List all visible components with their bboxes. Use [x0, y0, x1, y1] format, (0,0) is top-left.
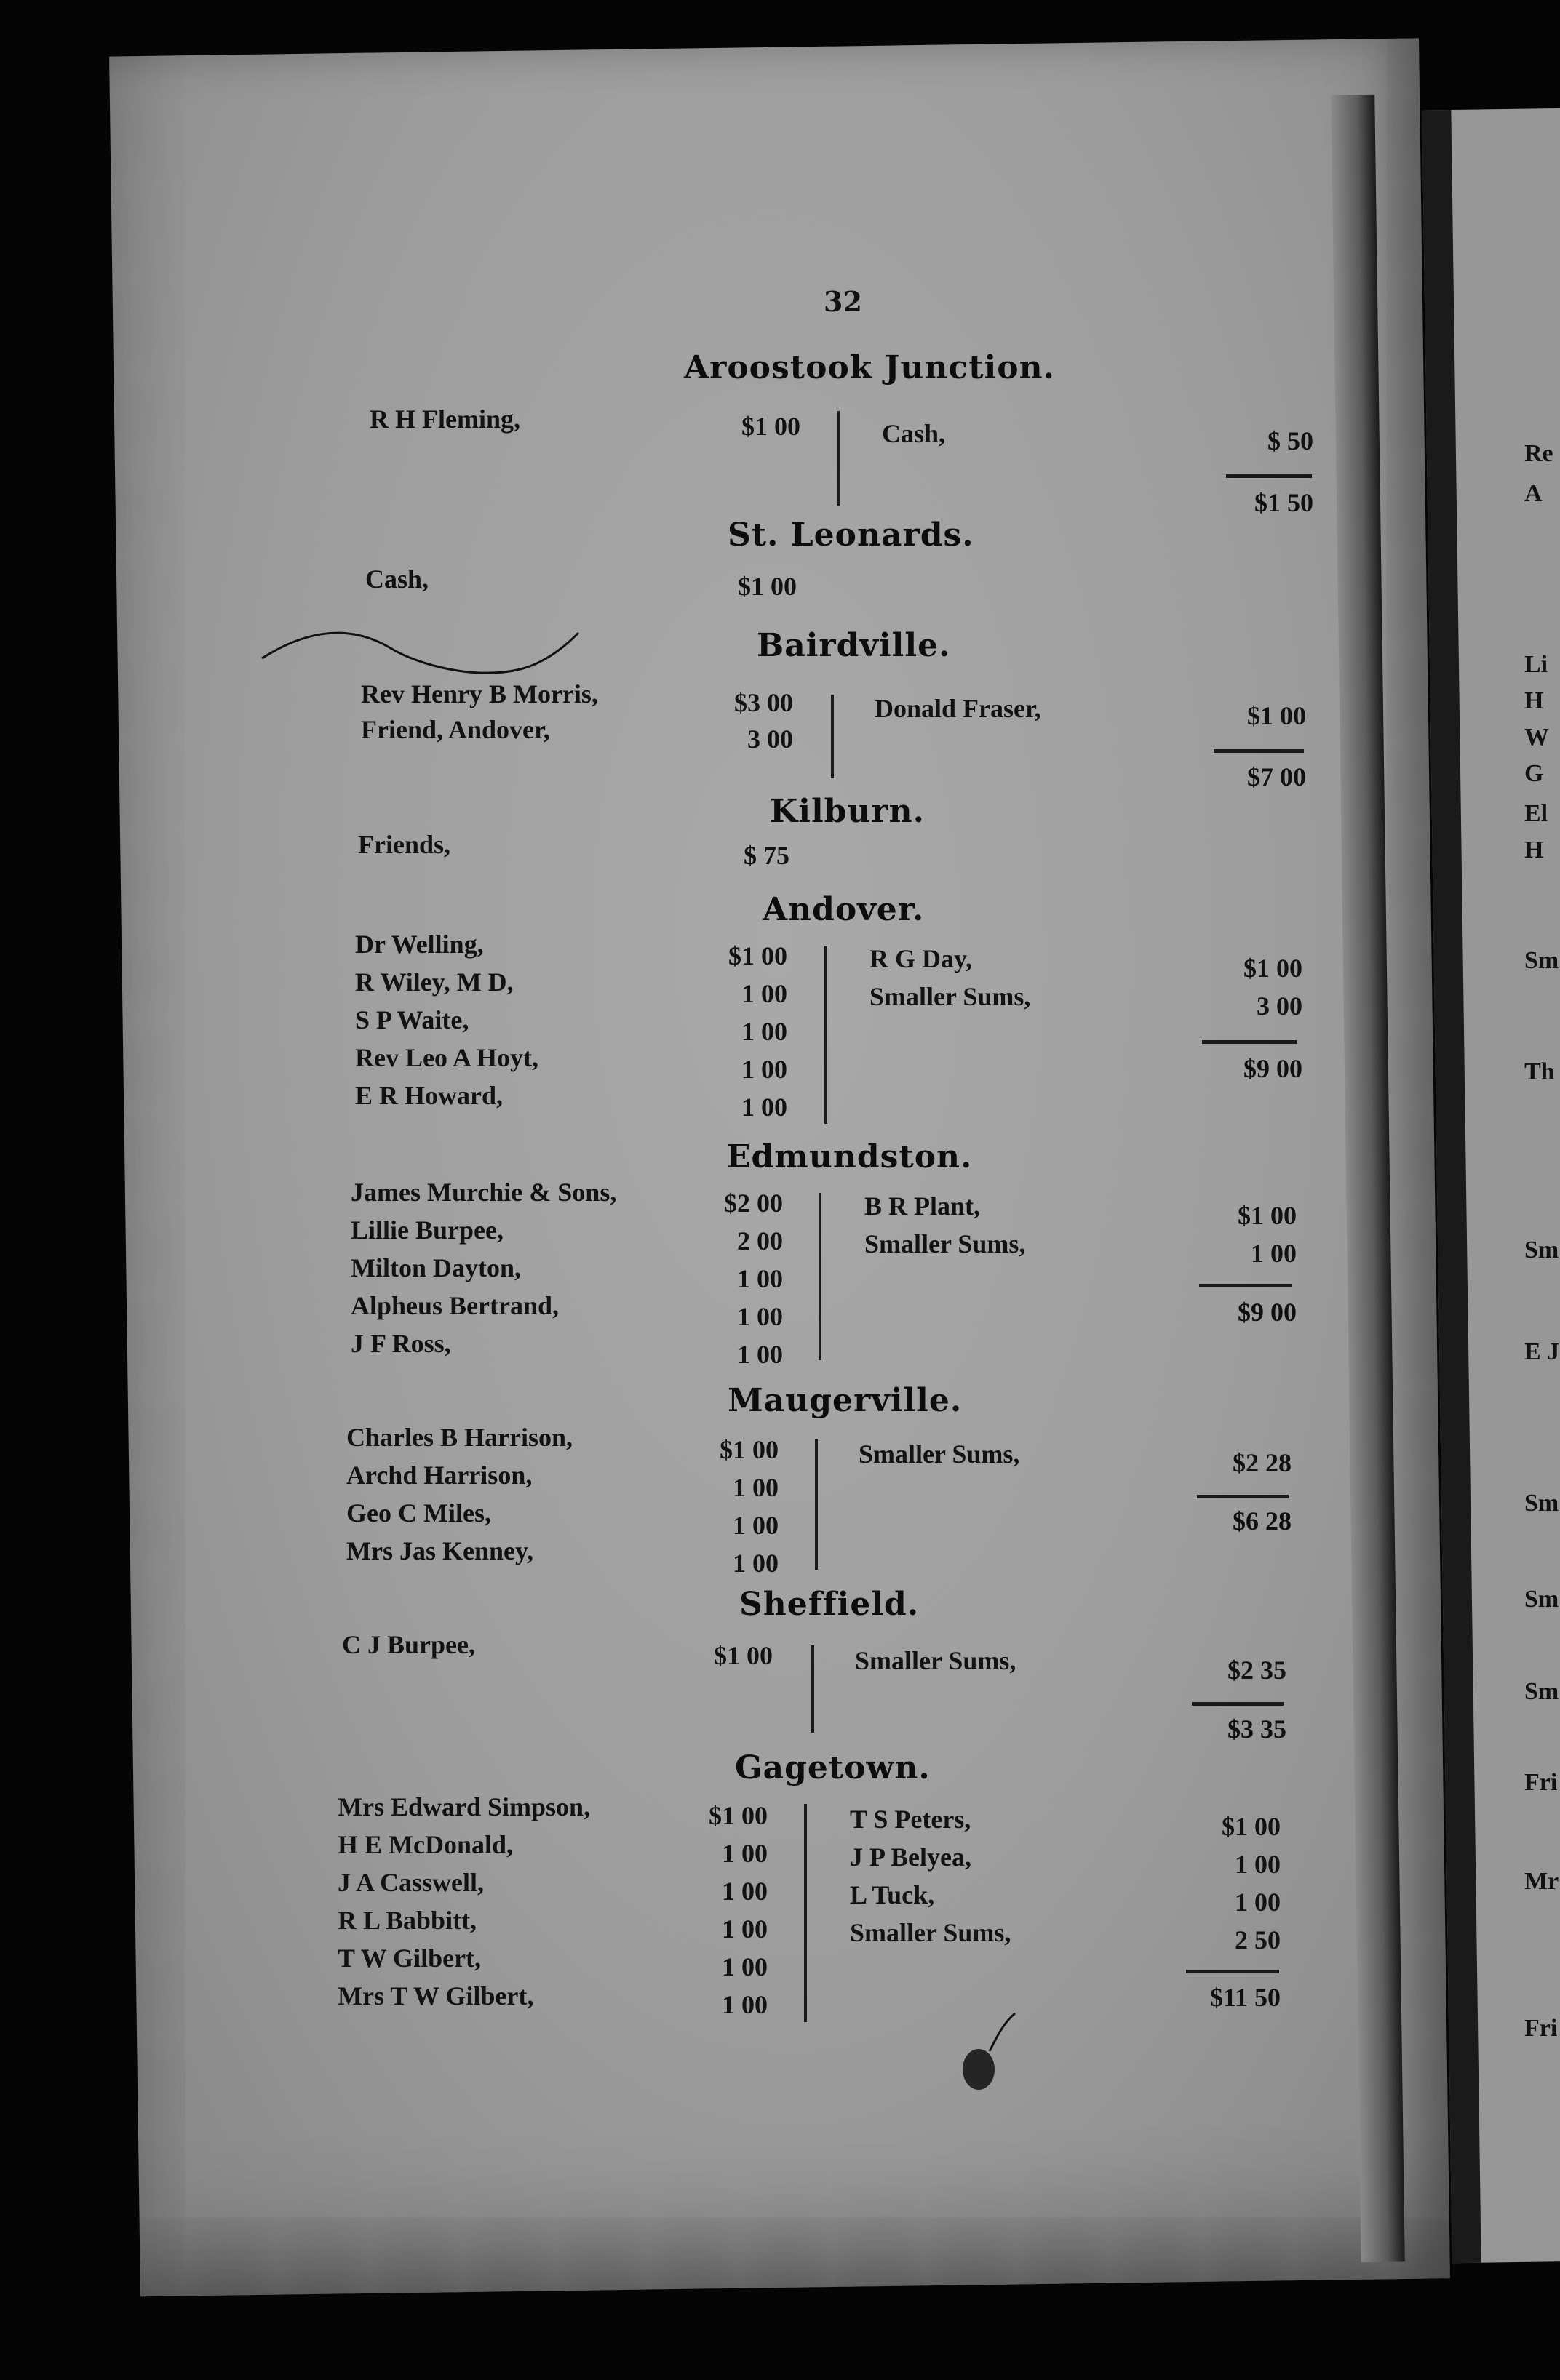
section-total: $9 00: [1243, 1054, 1302, 1083]
donor-name: B R Plant,: [864, 1191, 981, 1221]
facing-page-fragment: H: [1524, 836, 1544, 863]
total-rule: [1199, 1284, 1292, 1287]
section-title-bairdville: Bairdville.: [757, 627, 951, 664]
section-title-sheffield: Sheffield.: [739, 1586, 920, 1623]
facing-page-fragment: Mr: [1524, 1868, 1559, 1895]
donor-amount: 1 00: [1235, 1850, 1281, 1879]
donor-amount: 1 00: [733, 1549, 779, 1578]
donor-name: R G Day,: [869, 944, 973, 973]
column-divider: [824, 946, 827, 1124]
section-title-st-leonards: St. Leonards.: [728, 516, 974, 554]
donor-name: Smaller Sums,: [864, 1229, 1026, 1258]
donor-amount: $1 00: [714, 1641, 773, 1670]
column-divider: [837, 411, 840, 506]
donor-amount: $1 00: [1247, 701, 1306, 730]
donor-name: S P Waite,: [355, 1005, 469, 1034]
total-rule: [1192, 1702, 1284, 1706]
donor-name: James Murchie & Sons,: [351, 1178, 617, 1207]
donor-name: Cash,: [365, 564, 429, 594]
donor-name: T S Peters,: [850, 1805, 971, 1834]
facing-page-fragment: W: [1524, 724, 1549, 751]
donor-name: H E McDonald,: [338, 1830, 514, 1859]
column-divider: [815, 1439, 818, 1570]
donor-amount: 1 00: [1235, 1888, 1281, 1917]
column-divider: [804, 1804, 807, 2022]
donor-amount: 1 00: [741, 1017, 787, 1046]
donor-amount: 1 00: [737, 1340, 783, 1369]
donor-name: Smaller Sums,: [850, 1918, 1011, 1947]
donor-name: J A Casswell,: [338, 1868, 485, 1897]
section-title-edmundston: Edmundston.: [726, 1138, 973, 1175]
column-divider: [811, 1645, 814, 1733]
donor-name: Rev Leo A Hoyt,: [355, 1043, 538, 1072]
donor-amount: $2 35: [1227, 1656, 1286, 1685]
total-rule: [1202, 1040, 1297, 1044]
facing-page-fragment: Li: [1524, 651, 1548, 678]
donor-amount: 1 00: [722, 1914, 768, 1944]
donor-name: J F Ross,: [351, 1329, 451, 1358]
donor-amount: $1 00: [741, 412, 800, 441]
donor-amount: 1 00: [733, 1473, 779, 1502]
section-title-andover: Andover.: [763, 891, 925, 928]
facing-page-fragment: A: [1524, 480, 1543, 507]
donor-name: Cash,: [882, 419, 946, 448]
facing-page-fragment: H: [1524, 687, 1544, 714]
donor-amount: 1 00: [733, 1511, 779, 1540]
facing-page-fragment: Sm: [1524, 1490, 1559, 1517]
donor-amount: $ 75: [744, 841, 789, 870]
total-rule: [1186, 1970, 1279, 1973]
donor-name: Friend, Andover,: [361, 715, 550, 744]
section-total: $11 50: [1209, 1983, 1281, 2012]
facing-page-fragment: Fri: [1524, 1769, 1558, 1796]
section-total: $3 35: [1227, 1714, 1286, 1744]
donor-name: C J Burpee,: [342, 1630, 475, 1659]
donor-name: Donald Fraser,: [875, 694, 1041, 723]
donor-name: Archd Harrison,: [346, 1461, 533, 1490]
donor-amount: 1 00: [1251, 1239, 1297, 1268]
donor-amount: $1 00: [720, 1435, 779, 1464]
donor-name: J P Belyea,: [850, 1842, 971, 1872]
donor-name: Friends,: [358, 830, 451, 859]
total-rule: [1214, 749, 1304, 753]
donor-name: Mrs Jas Kenney,: [346, 1536, 533, 1565]
donor-name: R L Babbitt,: [338, 1906, 477, 1935]
column-divider: [831, 695, 834, 778]
section-total: $1 50: [1254, 488, 1313, 517]
donor-name: T W Gilbert,: [338, 1944, 482, 1973]
facing-page-fragment: Sm: [1524, 947, 1559, 974]
donor-amount: 1 00: [722, 1839, 768, 1868]
donor-amount: $1 00: [1243, 954, 1302, 983]
donor-amount: $1 00: [709, 1801, 768, 1830]
donor-amount: 2 50: [1235, 1925, 1281, 1954]
facing-page-fragment: Sm: [1524, 1586, 1559, 1613]
donor-name: Charles B Harrison,: [346, 1423, 573, 1452]
section-title-aroostook-junction: Aroostook Junction.: [684, 349, 1055, 386]
page-number: 32: [824, 285, 862, 318]
ink-blot: [946, 2008, 1033, 2102]
donor-amount: $3 00: [734, 688, 793, 717]
donor-amount: $1 00: [738, 572, 797, 601]
donor-amount: 1 00: [737, 1302, 783, 1331]
facing-page-fragment: Re: [1524, 440, 1553, 467]
donor-amount: 1 00: [741, 1055, 787, 1084]
donor-amount: 3 00: [747, 724, 793, 754]
donor-amount: 1 00: [741, 1093, 787, 1122]
donor-name: Smaller Sums,: [859, 1439, 1020, 1469]
facing-page-fragment: Th: [1524, 1058, 1555, 1085]
facing-page-fragment: El: [1524, 800, 1548, 827]
section-total: $6 28: [1233, 1506, 1292, 1536]
donor-name: Lillie Burpee,: [351, 1215, 504, 1245]
donor-name: Mrs T W Gilbert,: [338, 1981, 534, 2010]
section-total: $9 00: [1238, 1298, 1297, 1327]
donor-name: Smaller Sums,: [869, 982, 1031, 1011]
section-title-gagetown: Gagetown.: [735, 1749, 931, 1786]
pen-scribble: [258, 618, 637, 706]
donor-name: Rev Henry B Morris,: [361, 679, 598, 708]
donor-amount: 3 00: [1257, 991, 1302, 1021]
donor-amount: 2 00: [737, 1226, 783, 1255]
facing-page-fragment: Sm: [1524, 1237, 1559, 1263]
donor-amount: 1 00: [722, 1952, 768, 1981]
donor-amount: 1 00: [741, 979, 787, 1008]
donor-name: R Wiley, M D,: [355, 967, 514, 997]
donor-name: Alpheus Bertrand,: [351, 1291, 560, 1320]
donor-amount: $1 00: [1238, 1201, 1297, 1230]
donor-name: E R Howard,: [355, 1081, 504, 1110]
facing-page-fragment: E J: [1524, 1338, 1560, 1365]
facing-page-fragment: G: [1524, 760, 1544, 787]
donor-amount: $ 50: [1268, 426, 1313, 455]
donor-amount: 1 00: [722, 1877, 768, 1906]
section-title-kilburn: Kilburn.: [770, 793, 925, 830]
donor-amount: $1 00: [1222, 1812, 1281, 1841]
donor-name: Milton Dayton,: [351, 1253, 521, 1282]
donor-amount: 1 00: [722, 1990, 768, 2019]
donor-amount: $1 00: [728, 941, 787, 970]
donor-name: L Tuck,: [850, 1880, 935, 1909]
donor-name: Geo C Miles,: [346, 1498, 491, 1528]
donor-name: Smaller Sums,: [855, 1646, 1016, 1675]
donor-name: Dr Welling,: [355, 930, 484, 959]
total-rule: [1226, 474, 1312, 478]
total-rule: [1197, 1495, 1289, 1498]
donor-amount: 1 00: [737, 1264, 783, 1293]
column-divider: [819, 1193, 821, 1360]
donor-amount: $2 28: [1233, 1448, 1292, 1477]
donor-name: Mrs Edward Simpson,: [338, 1792, 591, 1821]
donor-name: R H Fleming,: [370, 404, 520, 434]
section-total: $7 00: [1247, 762, 1306, 791]
section-title-maugerville: Maugerville.: [728, 1382, 963, 1419]
facing-page-fragment: Sm: [1524, 1678, 1559, 1705]
facing-page-fragment: Fri: [1524, 2015, 1558, 2042]
donor-amount: $2 00: [724, 1189, 783, 1218]
